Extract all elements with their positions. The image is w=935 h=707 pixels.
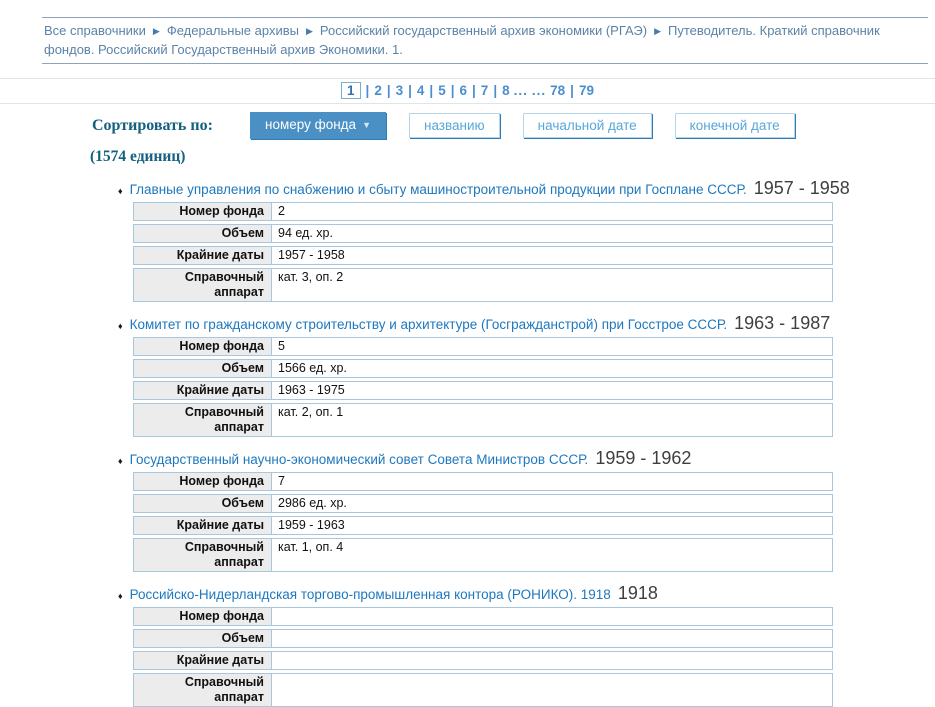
sort-row bbox=[92, 112, 935, 139]
fond-field-row bbox=[133, 246, 833, 265]
pagination-page-4[interactable]: 4 bbox=[416, 83, 425, 98]
bullet-diamond-icon: ♦ bbox=[118, 456, 123, 466]
fond-field-label: Крайние даты bbox=[133, 651, 272, 670]
dropdown-arrow-icon: ▼ bbox=[362, 120, 371, 130]
fond-date-range: 1959 - 1962 bbox=[595, 448, 692, 468]
fond-date-range: 1918 bbox=[617, 583, 658, 603]
pagination-page-78[interactable]: 78 bbox=[550, 83, 566, 98]
fond-field-label: Номер фонда bbox=[133, 337, 272, 356]
fond-field-label: Объем bbox=[133, 494, 272, 513]
pagination-ellipsis: ... bbox=[531, 83, 547, 98]
fond-field-value: кат. 1, оп. 4 bbox=[271, 538, 833, 572]
pagination-band bbox=[0, 78, 935, 104]
fond-field-value: 1957 - 1958 bbox=[271, 246, 833, 265]
fond-field-value bbox=[271, 651, 833, 670]
fond-field-row bbox=[133, 337, 833, 356]
fond-table bbox=[133, 472, 833, 572]
fond-field-value: 1566 ед. хр. bbox=[271, 359, 833, 378]
pagination-separator: | bbox=[429, 83, 434, 98]
pagination-separator: | bbox=[386, 83, 391, 98]
pagination-page-79[interactable]: 79 bbox=[578, 83, 594, 98]
fond-table bbox=[133, 202, 833, 302]
fond-field-label: Номер фонда bbox=[133, 202, 272, 221]
fond-field-label: Справочный аппарат bbox=[133, 538, 272, 572]
fond-entry bbox=[118, 585, 935, 707]
fond-field-row bbox=[133, 268, 833, 302]
bullet-diamond-icon: ♦ bbox=[118, 591, 123, 601]
fond-entry bbox=[118, 450, 935, 572]
fond-field-label: Объем bbox=[133, 359, 272, 378]
fond-field-value: кат. 2, оп. 1 bbox=[271, 403, 833, 437]
fond-field-value: 2986 ед. хр. bbox=[271, 494, 833, 513]
breadcrumb-arrow-icon: ▶ bbox=[152, 26, 160, 36]
fond-entry bbox=[118, 315, 935, 437]
sort-buttons bbox=[250, 112, 795, 139]
fond-entry-header bbox=[118, 450, 935, 469]
pagination-separator: | bbox=[472, 83, 476, 98]
fond-field-row bbox=[133, 516, 833, 535]
fond-title-link[interactable]: Российско-Нидерландская торгово-промышленная контора (РОНИКО). 1918 bbox=[129, 587, 611, 602]
fond-title-link[interactable]: Государственный научно-экономический совет Совета Министров СССР. bbox=[129, 452, 589, 467]
fond-field-value: кат. 3, оп. 2 bbox=[271, 268, 833, 302]
fond-table bbox=[133, 607, 833, 707]
fond-field-row bbox=[133, 629, 833, 648]
results-count: (1574 единиц) bbox=[90, 148, 186, 165]
fond-field-label: Справочный аппарат bbox=[133, 673, 272, 707]
breadcrumb-federal-archives[interactable]: Федеральные архивы bbox=[166, 23, 299, 38]
fond-field-row bbox=[133, 538, 833, 572]
fond-field-row bbox=[133, 651, 833, 670]
breadcrumb-arrow-icon: ▶ bbox=[654, 26, 661, 36]
breadcrumb-guide-current: Путеводитель. Краткий справочник фондов. Российский Государственный архив Экономики. 1. bbox=[44, 23, 880, 57]
fond-entry-header bbox=[118, 585, 935, 604]
fond-field-value bbox=[271, 673, 833, 707]
fond-field-row bbox=[133, 381, 833, 400]
fond-field-row bbox=[133, 673, 833, 707]
fond-field-value: 5 bbox=[271, 337, 833, 356]
fond-field-row bbox=[133, 403, 833, 437]
results-list bbox=[0, 180, 935, 707]
fond-field-value: 7 bbox=[271, 472, 833, 491]
fond-field-row bbox=[133, 472, 833, 491]
fond-entry-header bbox=[118, 180, 935, 199]
pagination-separator: | bbox=[408, 83, 412, 98]
breadcrumb-rgae-archive[interactable]: Российский государственный архив экономики (РГАЭ) bbox=[319, 23, 648, 38]
fond-field-label: Справочный аппарат bbox=[133, 268, 272, 302]
sort-by-fond-number-button[interactable]: номеру фонда ▼ bbox=[250, 112, 386, 139]
fond-table bbox=[133, 337, 833, 437]
pagination-separator: | bbox=[570, 83, 574, 98]
fond-field-value: 1959 - 1963 bbox=[271, 516, 833, 535]
sort-by-end-date-button[interactable]: конечной дате bbox=[675, 113, 795, 138]
pagination-page-5[interactable]: 5 bbox=[438, 83, 446, 98]
fond-field-value: 94 ед. хр. bbox=[271, 224, 833, 243]
bullet-diamond-icon: ♦ bbox=[118, 321, 123, 331]
breadcrumb-all-directories[interactable]: Все справочники bbox=[44, 23, 146, 38]
pagination-current-page: 1 bbox=[341, 82, 361, 99]
fond-field-value bbox=[271, 629, 833, 648]
pagination-ellipsis: ... bbox=[513, 83, 528, 98]
fond-field-value bbox=[271, 607, 833, 626]
fond-field-label: Крайние даты bbox=[133, 381, 272, 400]
pagination-separator: | bbox=[493, 83, 498, 98]
pagination bbox=[339, 82, 596, 99]
fond-entry bbox=[118, 180, 935, 302]
fond-title-link[interactable]: Комитет по гражданскому строительству и архитектуре (Госгражданстрой) при Госстрое СССР. bbox=[129, 317, 728, 332]
fond-entry-header bbox=[118, 315, 935, 334]
fond-title-link[interactable]: Главные управления по снабжению и сбыту машиностроительной продукции при Госплане СССР. bbox=[129, 182, 747, 197]
sort-by-start-date-button[interactable]: начальной дате bbox=[523, 113, 652, 138]
fond-field-value: 2 bbox=[271, 202, 833, 221]
fond-field-label: Крайние даты bbox=[133, 516, 272, 535]
fond-field-row bbox=[133, 607, 833, 626]
bullet-diamond-icon: ♦ bbox=[118, 186, 123, 196]
fond-field-label: Объем bbox=[133, 629, 272, 648]
sort-by-label: Сортировать по: bbox=[92, 116, 213, 134]
pagination-separator: | bbox=[365, 83, 370, 98]
fond-field-row bbox=[133, 202, 833, 221]
breadcrumb-arrow-icon: ▶ bbox=[305, 26, 313, 36]
fond-field-label: Справочный аппарат bbox=[133, 403, 272, 437]
fond-field-label: Объем bbox=[133, 224, 272, 243]
pagination-page-6[interactable]: 6 bbox=[459, 83, 468, 98]
fond-field-row bbox=[133, 494, 833, 513]
fond-date-range: 1957 - 1958 bbox=[753, 178, 850, 198]
fond-field-row bbox=[133, 224, 833, 243]
fond-field-label: Номер фонда bbox=[133, 607, 272, 626]
pagination-page-2[interactable]: 2 bbox=[374, 83, 382, 98]
pagination-page-7[interactable]: 7 bbox=[480, 83, 489, 98]
fond-field-label: Номер фонда bbox=[133, 472, 272, 491]
pagination-page-3[interactable]: 3 bbox=[395, 83, 404, 98]
fond-field-row bbox=[133, 359, 833, 378]
fond-date-range: 1963 - 1987 bbox=[734, 313, 831, 333]
fond-field-value: 1963 - 1975 bbox=[271, 381, 833, 400]
pagination-separator: | bbox=[450, 83, 455, 98]
page bbox=[0, 17, 935, 707]
breadcrumb bbox=[42, 17, 928, 64]
fond-field-label: Крайние даты bbox=[133, 246, 272, 265]
sort-by-title-button[interactable]: названию bbox=[409, 113, 500, 138]
pagination-page-8[interactable]: 8 bbox=[502, 83, 510, 98]
